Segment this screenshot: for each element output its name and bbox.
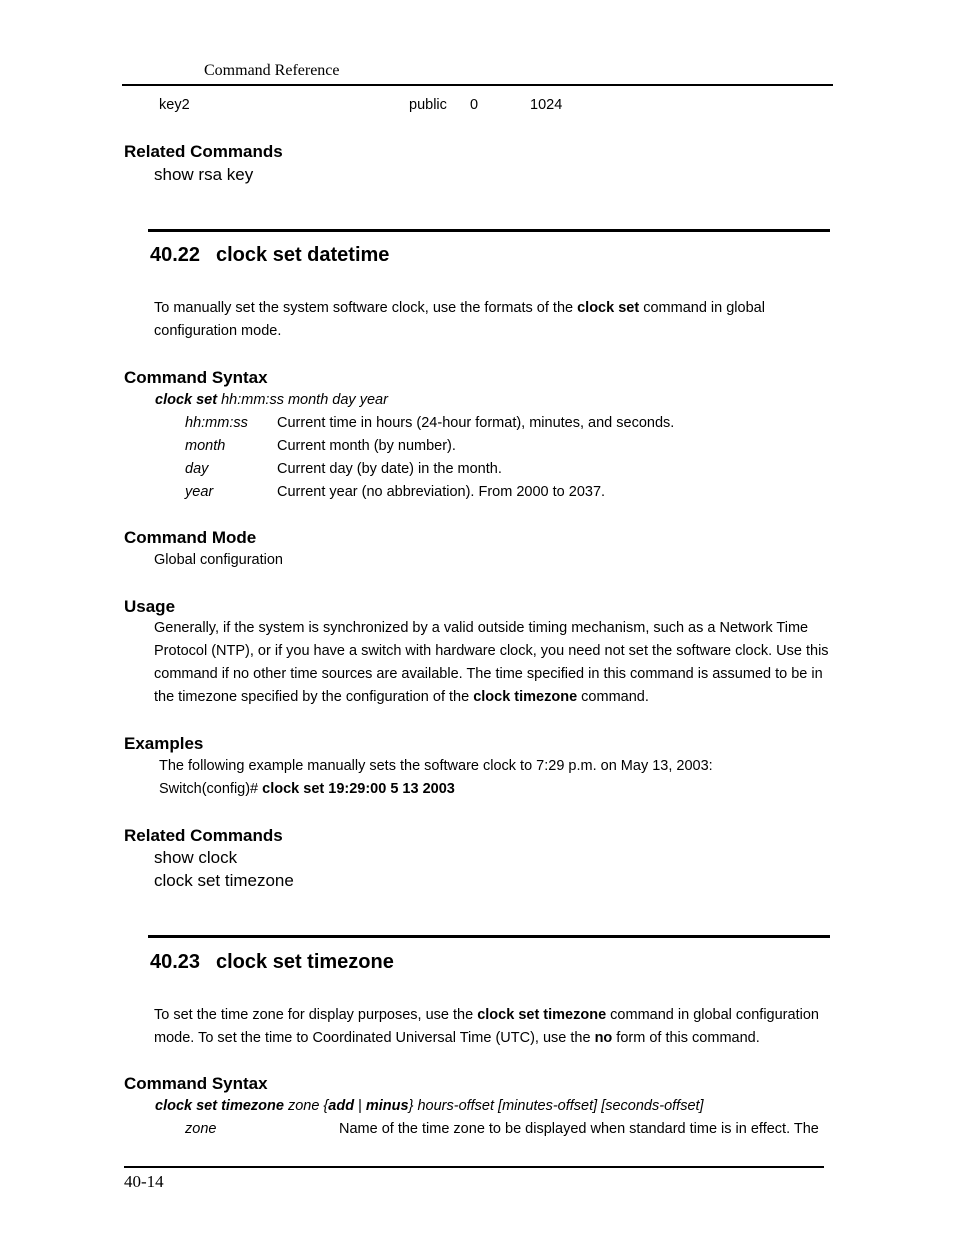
section-title-text: clock set timezone xyxy=(216,951,394,973)
section-intro-paragraph: To manually set the system software clock, use the formats of the clock set command in global configuration mode. xyxy=(154,300,765,339)
related-command-item: clock set timezone xyxy=(154,871,294,890)
command-syntax-heading: Command Syntax xyxy=(124,1074,268,1093)
param-name: day xyxy=(185,461,209,477)
table-cell-key-type: public xyxy=(409,97,447,113)
table-cell-key-name: key2 xyxy=(159,97,190,113)
param-description: Current month (by number). xyxy=(277,438,456,454)
running-header: Command Reference xyxy=(204,62,340,79)
section-title xyxy=(150,951,394,974)
related-commands-heading: Related Commands xyxy=(124,826,283,845)
header-rule xyxy=(122,84,833,86)
param-name: zone xyxy=(185,1121,217,1137)
param-name: hh:mm:ss xyxy=(185,415,248,431)
table-cell-key-index: 0 xyxy=(470,97,479,113)
section-intro-paragraph: To set the time zone for display purposes, use the clock set timezone command in global configuration mode. To set the time to Coordinated Universal Time (UTC), use the no form of this command. xyxy=(154,1007,819,1046)
related-command-item: show rsa key xyxy=(154,165,254,184)
param-description: Current year (no abbreviation). From 2000 to 2037. xyxy=(277,484,606,500)
param-description: Current day (by date) in the month. xyxy=(277,461,502,477)
section-rule xyxy=(148,935,830,938)
command-syntax-line: clock set hh:mm:ss month day year xyxy=(155,392,388,408)
param-name: year xyxy=(185,484,214,500)
related-commands-heading: Related Commands xyxy=(124,142,283,161)
related-command-item: show clock xyxy=(154,848,238,867)
usage-paragraph: Generally, if the system is synchronized by a valid outside timing mechanism, such as a Network Time Protocol (NTP), or if you have a switch with hardware clock, you need not set the software clock. Use this command if no other time sources are available. The time specified in this command is assumed to be in the timezone specified by the configuration of the clock timezone command. xyxy=(154,620,829,705)
page-number: 40-14 xyxy=(124,1172,164,1191)
command-syntax-heading: Command Syntax xyxy=(124,368,268,387)
usage-heading: Usage xyxy=(124,597,176,616)
param-description: Current time in hours (24-hour format), minutes, and seconds. xyxy=(277,415,675,431)
footer-rule xyxy=(124,1166,824,1168)
param-description: Name of the time zone to be displayed when standard time is in effect. The xyxy=(339,1121,819,1137)
command-mode-heading: Command Mode xyxy=(124,528,257,547)
param-name: month xyxy=(185,438,226,454)
section-rule xyxy=(148,229,830,232)
example-description: The following example manually sets the software clock to 7:29 p.m. on May 13, 2003: xyxy=(159,758,713,774)
section-title-text: clock set datetime xyxy=(216,244,390,266)
examples-heading: Examples xyxy=(124,734,204,753)
section-title xyxy=(150,244,389,267)
example-command-line: Switch(config)# clock set 19:29:00 5 13 2003 xyxy=(159,781,455,797)
command-mode-text: Global configuration xyxy=(154,552,283,568)
section-number: 40.23 xyxy=(150,951,201,973)
section-number: 40.22 xyxy=(150,244,201,266)
table-cell-key-size: 1024 xyxy=(530,97,563,113)
command-syntax-line: clock set timezone zone {add | minus} hours-offset [minutes-offset] [seconds-offset] xyxy=(155,1098,704,1114)
